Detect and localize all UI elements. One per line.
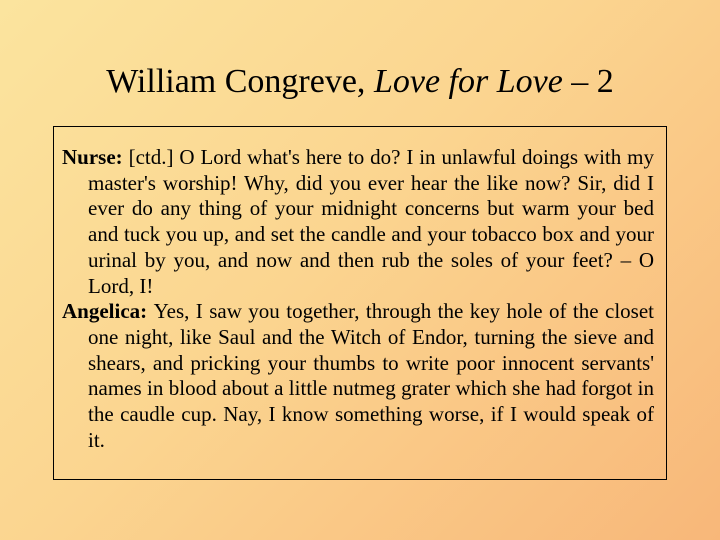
title-part-number: – 2 (562, 63, 614, 100)
title-play-name: Love for Love (373, 63, 563, 100)
passage-text-box (53, 126, 667, 480)
dialogue-paragraph-angelica (62, 299, 654, 453)
dialogue-text-angelica: Yes, I saw you together, through the key hole of the closet one night, like Saul and the Witch of Endor, turning the sieve and shears, and pricking your thumbs to write poor innocent servants' names in blood about a little nutmeg grater which she had forgot in the caudle cup. Nay, I know something worse, if I would speak of it. (88, 299, 654, 452)
speaker-name-nurse: Nurse (62, 145, 116, 169)
dialogue-paragraph-nurse (62, 145, 654, 299)
speaker-separator: : (115, 145, 129, 169)
dialogue-text-nurse: [ctd.] O Lord what's here to do? I in unlawful doings with my master's worship! Why, did you ever hear the like now? Sir, did I ever do any thing of your midnight concerns but warm your bed and tuck you up, and set the candle and your tobacco box and your urinal by you, and now and then rub the soles of your feet? – O Lord, I! (88, 145, 654, 298)
speaker-name-angelica: Angelica (62, 299, 141, 324)
slide-title (0, 62, 720, 102)
title-author: William Congreve, (106, 63, 374, 100)
speaker-separator: : (140, 299, 154, 324)
